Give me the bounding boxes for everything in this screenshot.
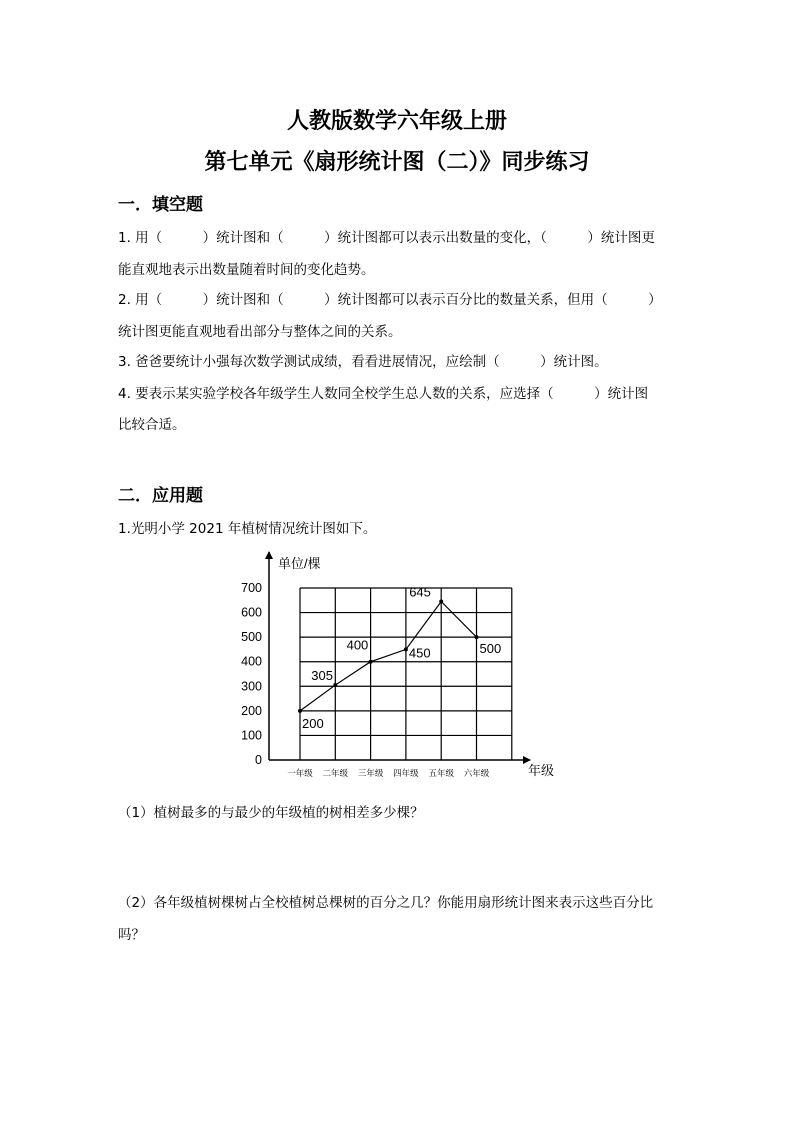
sub-question-2-line-1: （2）各年级植树棵树占全校植树总棵树的百分之几？你能用扇形统计图来表示这些百分比 <box>118 895 654 911</box>
x-tick-label-2: 二年级 <box>322 768 349 778</box>
y-tick-label-700: 700 <box>241 581 262 595</box>
section1-heading: 一．填空题 <box>118 195 203 215</box>
question-4-line-1: 4. 要表示某实验学校各年级学生人数同全校学生总人数的关系，应选择（ ）统计图 <box>118 386 649 402</box>
x-axis-label: 年级 <box>528 763 555 778</box>
page-title: 人教版数学六年级上册 <box>286 108 507 134</box>
data-point-6 <box>475 635 479 639</box>
application-intro: 1.光明小学 2021 年植树情况统计图如下。 <box>118 521 377 537</box>
data-point-5 <box>439 600 443 604</box>
data-point-3 <box>369 660 373 664</box>
x-tick-label-5: 五年级 <box>428 768 454 778</box>
line-chart <box>230 548 570 788</box>
y-tick-label-500: 500 <box>241 630 262 645</box>
x-tick-label-1: 一年级 <box>287 768 313 778</box>
section2-heading: 二．应用题 <box>118 486 203 506</box>
y-tick-label-400: 400 <box>241 654 262 669</box>
question-2-line-2: 统计图更能直观地看出部分与整体之间的关系。 <box>118 324 402 340</box>
data-point-4 <box>404 647 408 651</box>
page-subtitle: 第七单元《扇形统计图（二）》同步练习 <box>204 149 590 175</box>
question-3: 3. 爸爸要统计小强每次数学测试成绩，看看进展情况，应绘制（ ）统计图。 <box>118 354 608 370</box>
sub-question-1: （1）植树最多的与最少的年级植的树相差多少棵？ <box>118 805 424 821</box>
question-1-line-1: 1. 用（ ）统计图和（ ）统计图都可以表示出数量的变化，（ ）统计图更 <box>118 230 655 246</box>
x-tick-label-4: 四年级 <box>393 768 419 778</box>
data-label-4: 450 <box>408 645 431 661</box>
question-4-line-2: 比较合适。 <box>118 417 186 433</box>
y-tick-label-100: 100 <box>241 728 262 743</box>
x-tick-label-3: 三年级 <box>357 768 384 778</box>
series-line <box>300 602 477 711</box>
x-tick-label-6: 六年级 <box>463 768 490 778</box>
data-label-2: 305 <box>311 668 334 684</box>
data-label-1: 200 <box>302 715 324 731</box>
y-tick-label-600: 600 <box>241 605 262 620</box>
y-axis-label: 单位/棵 <box>278 556 321 571</box>
question-1-line-2: 能直观地表示出数量随着时间的变化趋势。 <box>118 262 375 278</box>
y-tick-label-0: 0 <box>255 753 262 767</box>
y-tick-label-300: 300 <box>241 679 262 694</box>
y-tick-label-200: 200 <box>241 703 262 718</box>
data-point-2 <box>333 683 337 687</box>
question-2-line-1: 2. 用（ ）统计图和（ ）统计图都可以表示百分比的数量关系，但用（ ） <box>118 292 662 308</box>
data-label-3: 400 <box>346 637 369 653</box>
data-label-5: 645 <box>409 584 431 600</box>
data-label-6: 500 <box>479 641 502 657</box>
sub-question-2-line-2: 吗？ <box>118 927 145 943</box>
data-point-1 <box>298 709 302 713</box>
